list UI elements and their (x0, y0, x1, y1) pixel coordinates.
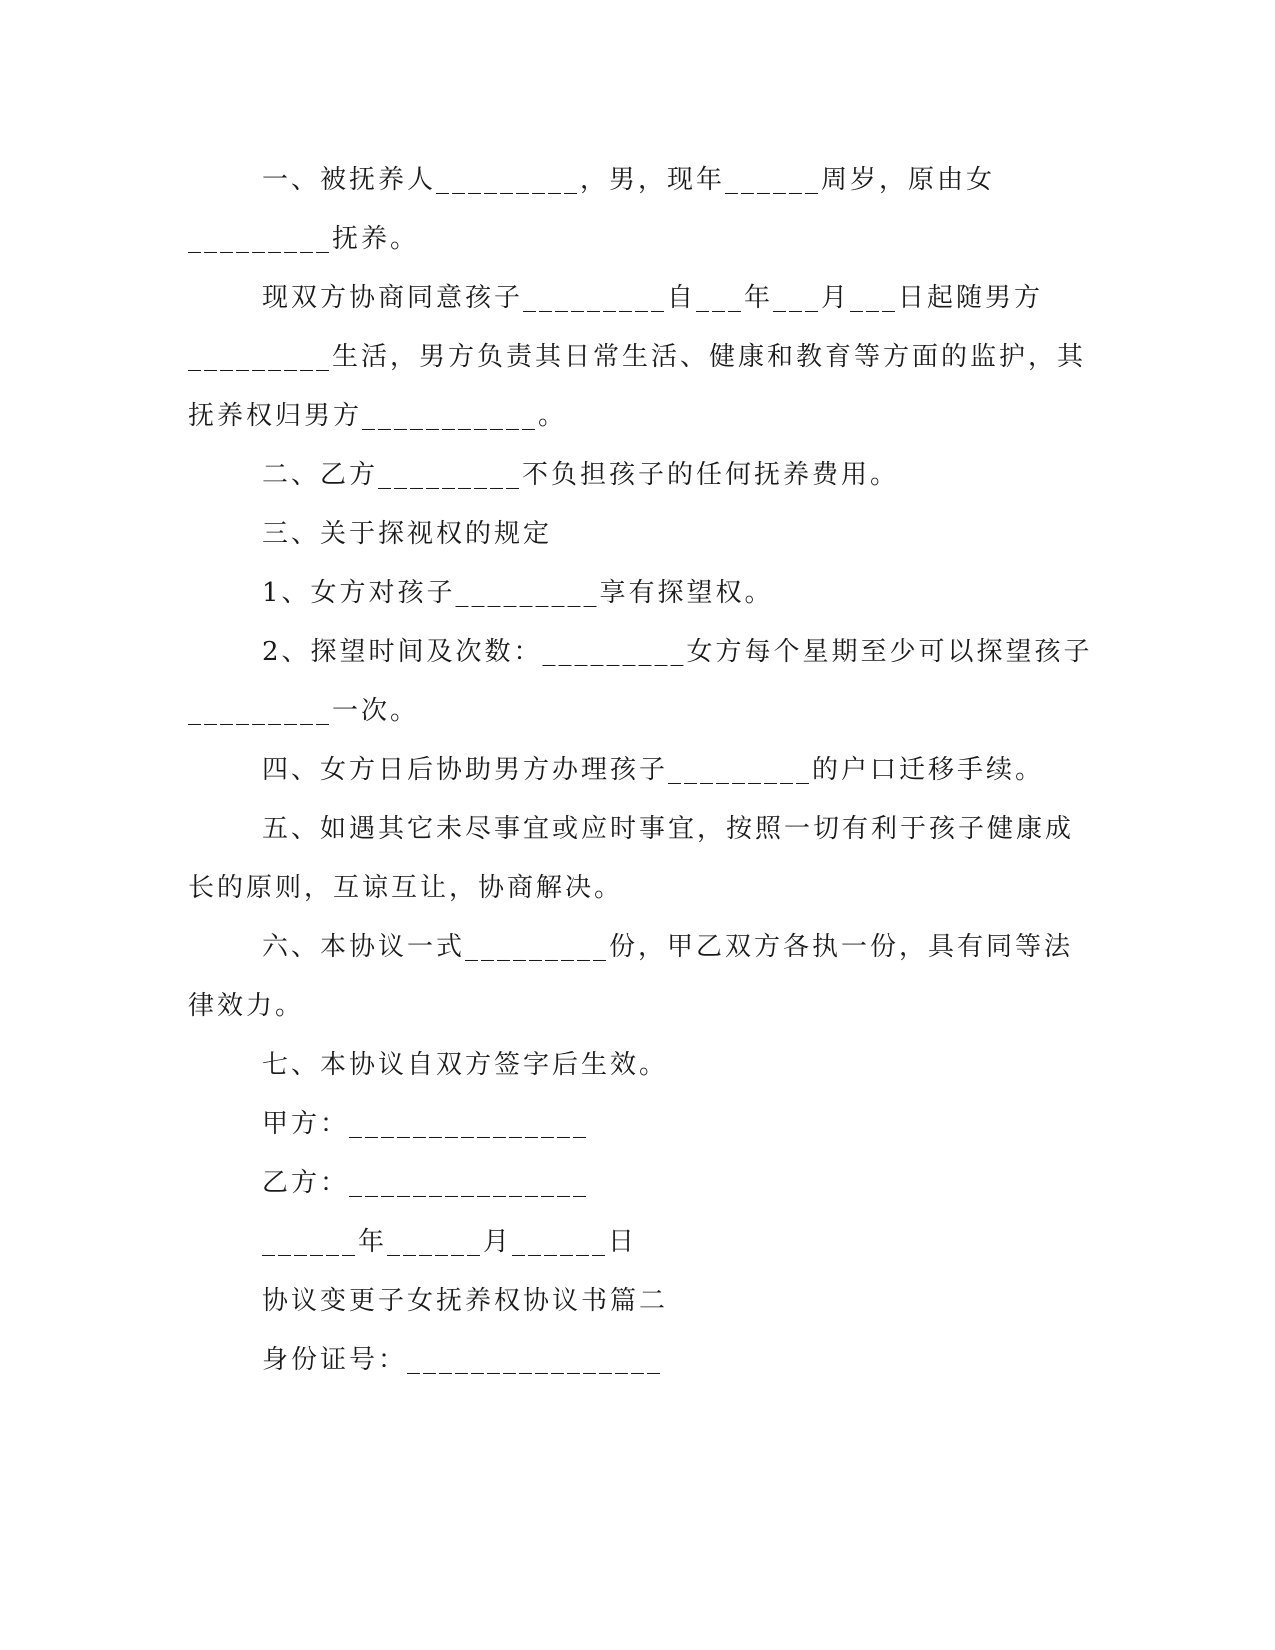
section-title-part-2: 协议变更子女抚养权协议书篇二 (262, 1286, 669, 1316)
clause-6-line-2: 律效力。 (188, 991, 305, 1021)
clause-3-heading: 三、关于探视权的规定 (262, 519, 553, 549)
clause-4: 四、女方日后协助男方办理孩子_________的户口迁移手续。 (262, 755, 1045, 785)
custody-paragraph-line-1: 现双方协商同意孩子_________自___年___月___日起随男方 (262, 283, 1044, 313)
clause-2: 二、乙方_________不负担孩子的任何抚养费用。 (262, 460, 900, 490)
id-number-field: 身份证号：________________ (262, 1345, 664, 1375)
signing-date: ______年______月______日 (262, 1227, 638, 1257)
clause-1-line-2: _________抚养。 (188, 224, 420, 254)
custody-paragraph-line-3: 抚养权归男方___________。 (188, 401, 568, 431)
party-b-signature: 乙方：_______________ (262, 1168, 590, 1198)
clause-5-line-1: 五、如遇其它未尽事宜或应时事宜，按照一切有利于孩子健康成 (262, 814, 1075, 844)
clause-6-line-1: 六、本协议一式_________份，甲乙双方各执一份，具有同等法 (262, 932, 1074, 962)
custody-paragraph-line-2: _________生活，男方负责其日常生活、健康和教育等方面的监护，其 (188, 342, 1087, 372)
clause-3-item-1: 1、女方对孩子_________享有探望权。 (262, 578, 774, 608)
party-a-signature: 甲方：_______________ (262, 1109, 590, 1139)
clause-3-item-2-line-1: 2、探望时间及次数：_________女方每个星期至少可以探望孩子 (262, 637, 1093, 667)
clause-1-line-1: 一、被抚养人_________，男，现年______周岁，原由女 (262, 165, 996, 195)
clause-7: 七、本协议自双方签字后生效。 (262, 1050, 669, 1080)
clause-3-item-2-line-2: _________一次。 (188, 696, 420, 726)
clause-5-line-2: 长的原则，互谅互让，协商解决。 (188, 873, 624, 903)
